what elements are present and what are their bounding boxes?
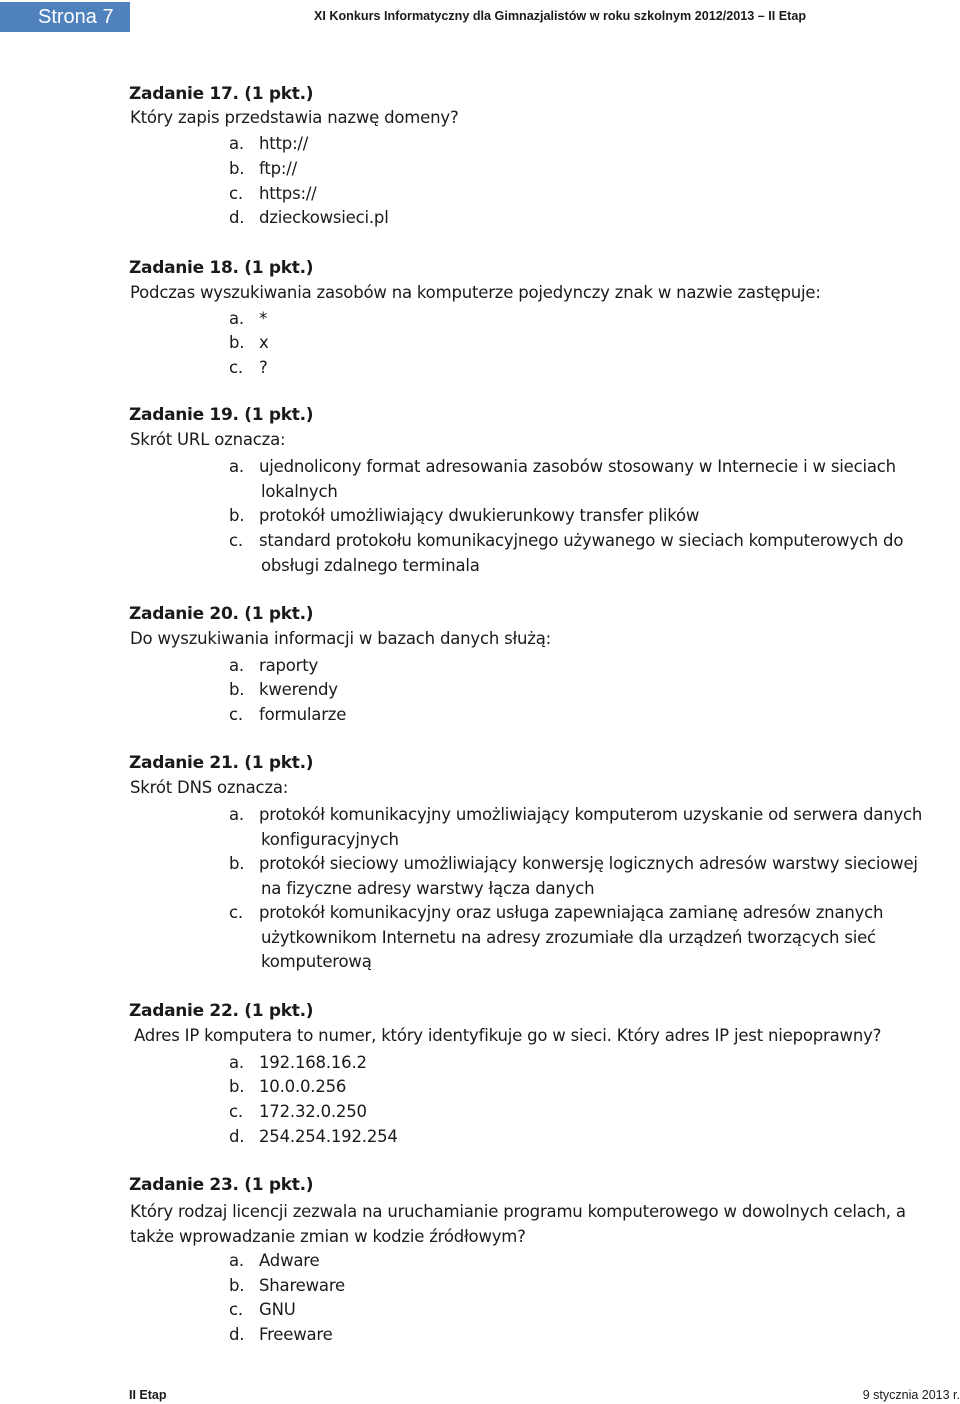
answer-text: Adware: [259, 1251, 320, 1270]
answer-letter: a.: [229, 134, 244, 153]
task-17-answer-b: [229, 157, 959, 182]
answer-text: 254.254.192.254: [259, 1127, 398, 1146]
task-20-answer-a: [229, 654, 959, 679]
answer-letter: a.: [229, 656, 244, 675]
answer-text: http://: [259, 134, 309, 153]
task-17-answer-a: [229, 132, 959, 157]
answer-letter: b.: [229, 1077, 245, 1096]
task-23-title: Zadanie 23. (1 pkt.): [129, 1175, 314, 1195]
page-number-tab: Strona 7: [0, 2, 130, 32]
answer-text: protokół komunikacyjny oraz usługa zapewniająca zamianę adresów znanych: [259, 903, 884, 922]
task-19-answer-a: [229, 455, 959, 504]
task-21-title: Zadanie 21. (1 pkt.): [129, 753, 314, 773]
answer-letter: a.: [229, 805, 244, 824]
answer-text-continuation: lokalnych: [261, 481, 338, 501]
answer-text: protokół sieciowy umożliwiający konwersję logicznych adresów warstwy sieciowej: [259, 854, 918, 873]
task-23-answer-a: [229, 1249, 959, 1274]
answer-text: 172.32.0.250: [259, 1102, 367, 1121]
task-20-answer-c: [229, 703, 959, 728]
answer-text: raporty: [259, 656, 319, 675]
answer-letter: d.: [229, 208, 245, 227]
answer-text: kwerendy: [259, 680, 338, 699]
task-19-question: Skrót URL oznacza:: [130, 430, 286, 449]
task-20-title: Zadanie 20. (1 pkt.): [129, 604, 314, 624]
task-23-question: Który rodzaj licencji zezwala na uruchamianie programu komputerowego w dowolnych celach, a także wprowadzanie zmian w kodzie źródłowym?: [130, 1202, 906, 1246]
task-22-answer-a: [229, 1051, 959, 1076]
answer-text: ujednolicony format adresowania zasobów stosowany w Internecie i w sieciach: [259, 457, 896, 476]
answer-letter: c.: [229, 358, 243, 377]
answer-letter: b.: [229, 506, 245, 525]
answer-text: Shareware: [259, 1276, 345, 1295]
answer-letter: d.: [229, 1325, 245, 1344]
task-18-question: Podczas wyszukiwania zasobów na komputerze pojedynczy znak w nazwie zastępuje:: [130, 283, 821, 302]
answer-text: ?: [259, 358, 268, 377]
task-22-answer-c: [229, 1100, 959, 1125]
answer-text: protokół komunikacyjny umożliwiający komputerom uzyskanie od serwera danych: [259, 805, 923, 824]
footer-stage-label: II Etap: [129, 1388, 167, 1402]
footer-date: 9 stycznia 2013 r.: [862, 1388, 960, 1402]
answer-text: 192.168.16.2: [259, 1053, 367, 1072]
task-17-answer-c: [229, 182, 959, 207]
answer-text: GNU: [259, 1300, 296, 1319]
task-18-answer-c: [229, 356, 959, 381]
task-17-answer-d: [229, 206, 959, 231]
answer-letter: a.: [229, 1053, 244, 1072]
answer-text: ftp://: [259, 159, 297, 178]
answer-text-continuation: konfiguracyjnych: [261, 829, 399, 849]
answer-text: Freeware: [259, 1325, 333, 1344]
answer-letter: b.: [229, 1276, 245, 1295]
answer-letter: c.: [229, 705, 243, 724]
task-18-answer-b: [229, 331, 959, 356]
answer-text: x: [259, 333, 269, 352]
answer-text: https://: [259, 184, 317, 203]
task-23-answer-b: [229, 1274, 959, 1299]
page-header: [0, 0, 960, 34]
answer-letter: b.: [229, 159, 245, 178]
task-21-answer-b: [229, 852, 959, 901]
task-22-answer-b: [229, 1075, 959, 1100]
answer-text-continuation: obsługi zdalnego terminala: [261, 555, 480, 575]
answer-letter: a.: [229, 1251, 244, 1270]
task-17-question: Który zapis przedstawia nazwę domeny?: [130, 108, 459, 127]
answer-text-continuation: użytkownikom Internetu na adresy zrozumiałe dla urządzeń tworzących sieć: [261, 927, 876, 947]
answer-text-continuation: na fizyczne adresy warstwy łącza danych: [261, 878, 595, 898]
answer-letter: c.: [229, 1102, 243, 1121]
task-22-title: Zadanie 22. (1 pkt.): [129, 1001, 314, 1021]
answer-letter: c.: [229, 184, 243, 203]
answer-letter: b.: [229, 680, 245, 699]
task-21-answer-c: [229, 901, 959, 975]
answer-letter: a.: [229, 457, 244, 476]
task-18-answer-a: [229, 307, 959, 332]
task-22-question: Adres IP komputera to numer, który identyfikuje go w sieci. Który adres IP jest niepoprawny?: [134, 1026, 882, 1045]
answer-letter: c.: [229, 531, 243, 550]
task-22-answer-d: [229, 1125, 959, 1150]
task-17-title: Zadanie 17. (1 pkt.): [129, 84, 314, 104]
answer-text: standard protokołu komunikacyjnego używanego w sieciach komputerowych do: [259, 531, 904, 550]
answer-letter: b.: [229, 333, 245, 352]
task-23-answer-c: [229, 1298, 959, 1323]
task-19-answer-b: [229, 504, 959, 529]
task-19-answer-c: [229, 529, 959, 578]
task-23-answer-d: [229, 1323, 959, 1348]
answer-letter: c.: [229, 1300, 243, 1319]
answer-letter: b.: [229, 854, 245, 873]
task-18-title: Zadanie 18. (1 pkt.): [129, 258, 314, 278]
answer-letter: d.: [229, 1127, 245, 1146]
task-21-answer-a: [229, 803, 959, 852]
task-20-answer-b: [229, 678, 959, 703]
answer-text: protokół umożliwiający dwukierunkowy transfer plików: [259, 506, 700, 525]
answer-text: dzieckowsieci.pl: [259, 208, 389, 227]
answer-letter: c.: [229, 903, 243, 922]
header-title: XI Konkurs Informatyczny dla Gimnazjalistów w roku szkolnym 2012/2013 – II Etap: [314, 9, 807, 23]
task-20-question: Do wyszukiwania informacji w bazach danych służą:: [130, 629, 551, 648]
task-21-question: Skrót DNS oznacza:: [130, 778, 289, 797]
answer-text: *: [259, 309, 268, 328]
answer-text: 10.0.0.256: [259, 1077, 347, 1096]
answer-text-continuation: komputerową: [261, 952, 372, 971]
answer-letter: a.: [229, 309, 244, 328]
task-19-title: Zadanie 19. (1 pkt.): [129, 405, 314, 425]
answer-text: formularze: [259, 705, 347, 724]
